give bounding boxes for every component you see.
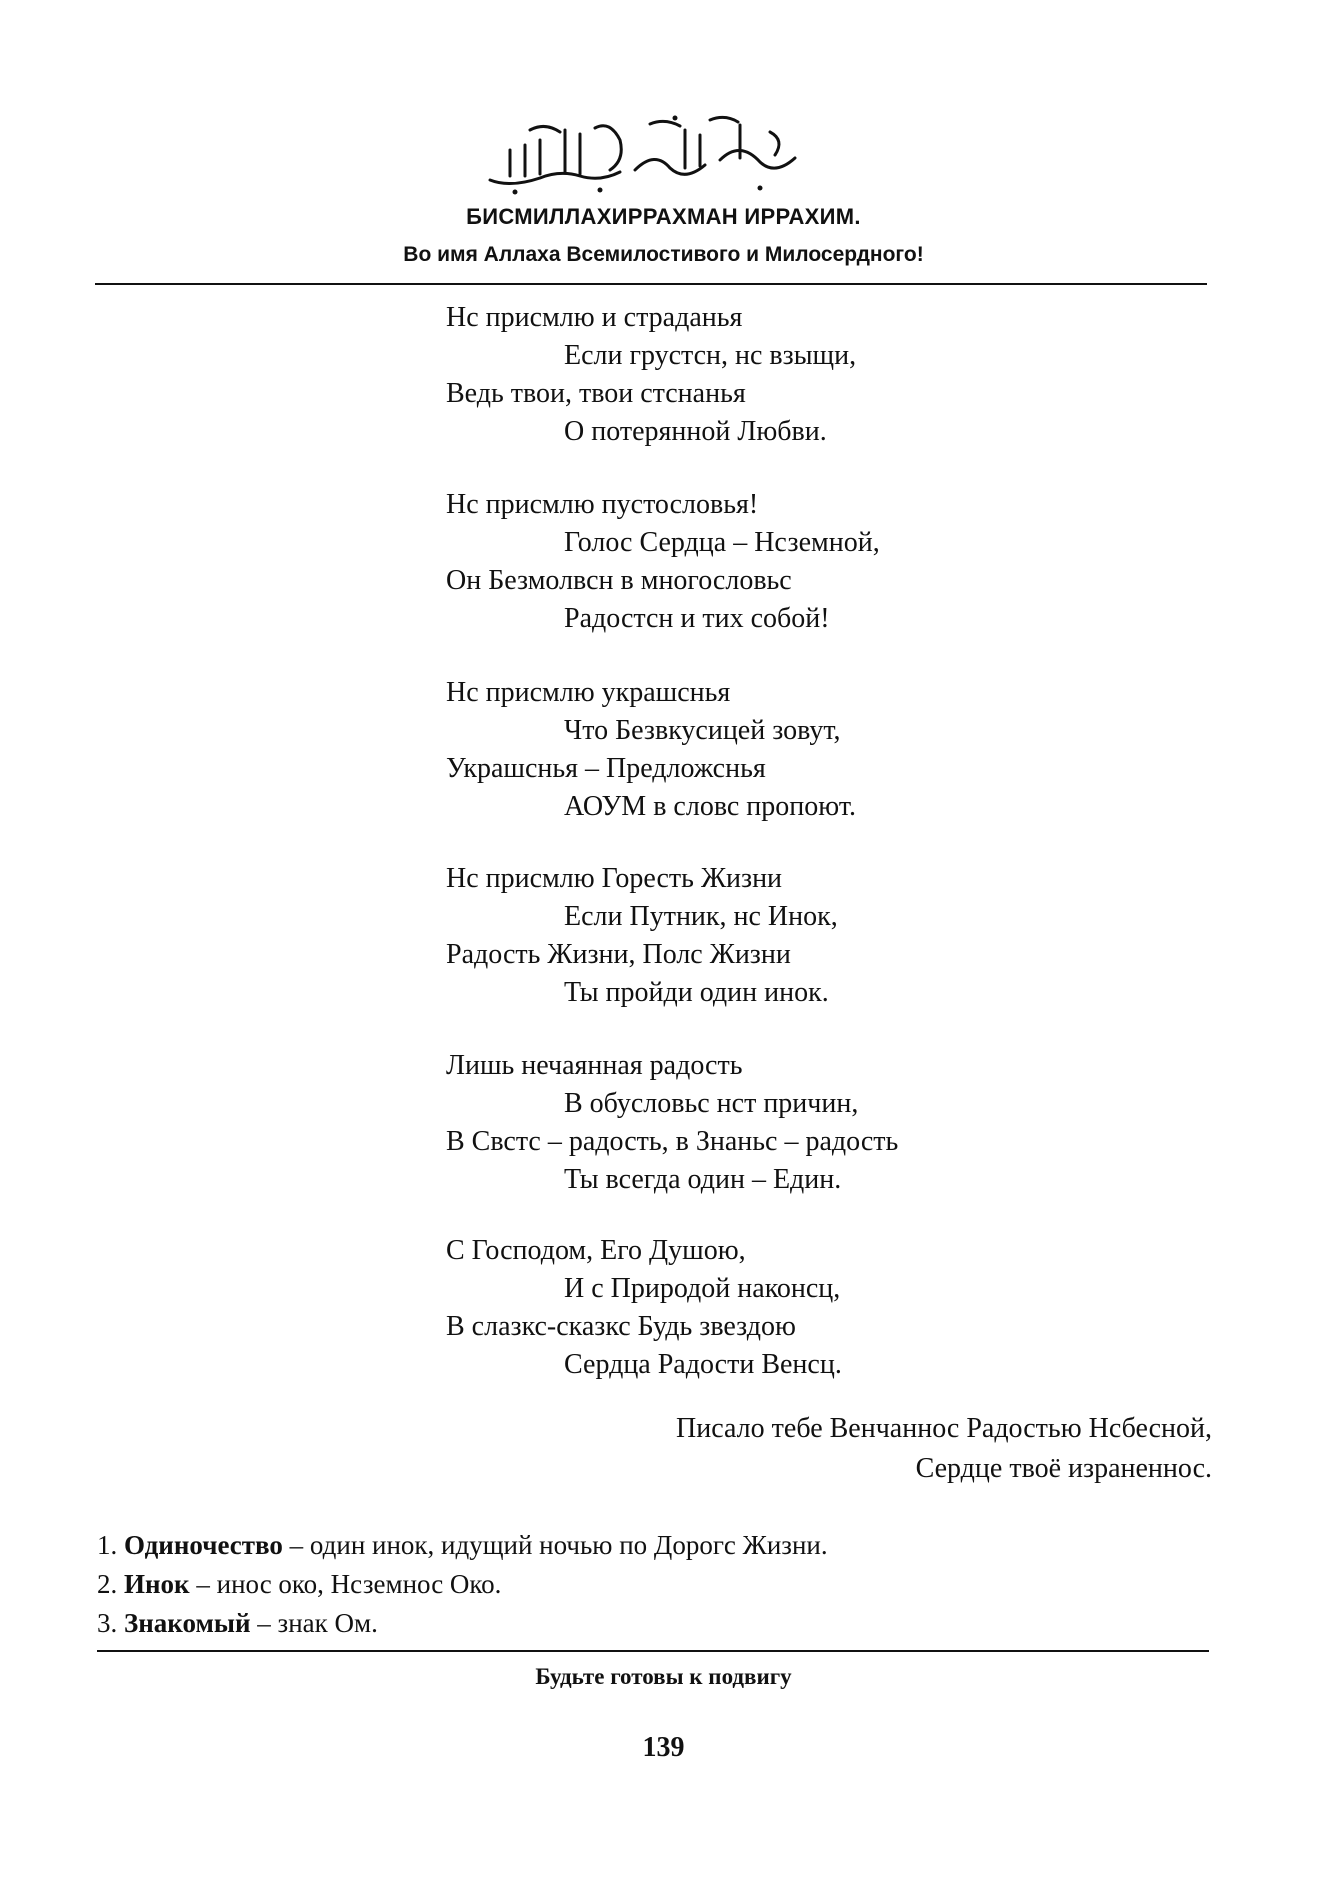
poem-line: И с Природой наконсц, — [564, 1273, 841, 1304]
poem-line: Ведь твои, твои стснанья — [446, 378, 746, 409]
footnote-term: Одиночество — [124, 1530, 283, 1560]
bismillah-calligraphy — [470, 110, 810, 200]
bottom-divider — [97, 1650, 1209, 1652]
footnote-text: – знак Ом. — [250, 1608, 378, 1638]
poem-line: Ты всегда один – Един. — [564, 1164, 842, 1195]
poem-line: Украшснья – Предложснья — [446, 753, 766, 784]
poem-line: Он Безмолвсн в многословьс — [446, 565, 792, 596]
running-footer: Будьте готовы к подвигу — [535, 1664, 792, 1689]
footnote — [97, 1565, 828, 1604]
poem-line: В слазкс-сказкс Будь звездою — [446, 1311, 796, 1342]
poem-line: Если грустсн, нс взыщи, — [564, 340, 857, 371]
signature-line-2: Сердце твоё израненнос. — [915, 1453, 1212, 1484]
footnote-number: 3. — [97, 1608, 118, 1638]
poem-line: Нс присмлю украшснья — [446, 677, 731, 708]
poem-line: Радость Жизни, Полс Жизни — [446, 939, 791, 970]
poem-line: Радостсн и тих собой! — [564, 603, 830, 634]
footnote — [97, 1604, 828, 1643]
poem-line: Нс присмлю и страданья — [446, 302, 743, 333]
poem-line: С Господом, Его Душою, — [446, 1235, 746, 1266]
page-number: 139 — [642, 1732, 685, 1763]
footnotes — [97, 1526, 828, 1643]
footnote-term: Знакомый — [124, 1608, 251, 1638]
footnote-text: – инос око, Нсземнос Око. — [189, 1569, 502, 1599]
footnote-number: 2. — [97, 1569, 118, 1599]
poem-line: В Свстс – радость, в Знаньс – радость — [446, 1126, 899, 1157]
signature-line-1: Писало тебе Венчаннос Радостью Нсбесной, — [676, 1413, 1212, 1444]
poem-line: Нс присмлю Горесть Жизни — [446, 863, 783, 894]
footnote-term: Инок — [124, 1569, 190, 1599]
footnote-text: – один инок, идущий ночью по Дорогс Жизни. — [282, 1530, 828, 1560]
top-divider — [95, 283, 1207, 285]
poem-line: Нс присмлю пустословья! — [446, 489, 759, 520]
footnote — [97, 1526, 828, 1565]
poem-line: Ты пройди один инок. — [564, 977, 829, 1008]
poem-line: В обусловьс нст причин, — [564, 1088, 859, 1119]
poem-line: Что Безвкусицей зовут, — [564, 715, 841, 746]
poem-line: Голос Сердца – Нсземной, — [564, 527, 880, 558]
poem-line: Если Путник, нс Инок, — [564, 901, 838, 932]
poem-line: Сердца Радости Венсц. — [564, 1349, 842, 1380]
header-title: БИСМИЛЛАХИРРАХМАН ИРРАХИМ. — [466, 204, 861, 229]
footnote-number: 1. — [97, 1530, 118, 1560]
header-subtitle: Во имя Аллаха Всемилостивого и Милосердного! — [403, 243, 924, 266]
arabic-calligraphy-icon — [470, 110, 810, 200]
poem-line: Лишь нечаянная радость — [446, 1050, 743, 1081]
poem-line: О потерянной Любви. — [564, 416, 827, 447]
poem-line: АОУМ в словс пропоют. — [564, 791, 856, 822]
